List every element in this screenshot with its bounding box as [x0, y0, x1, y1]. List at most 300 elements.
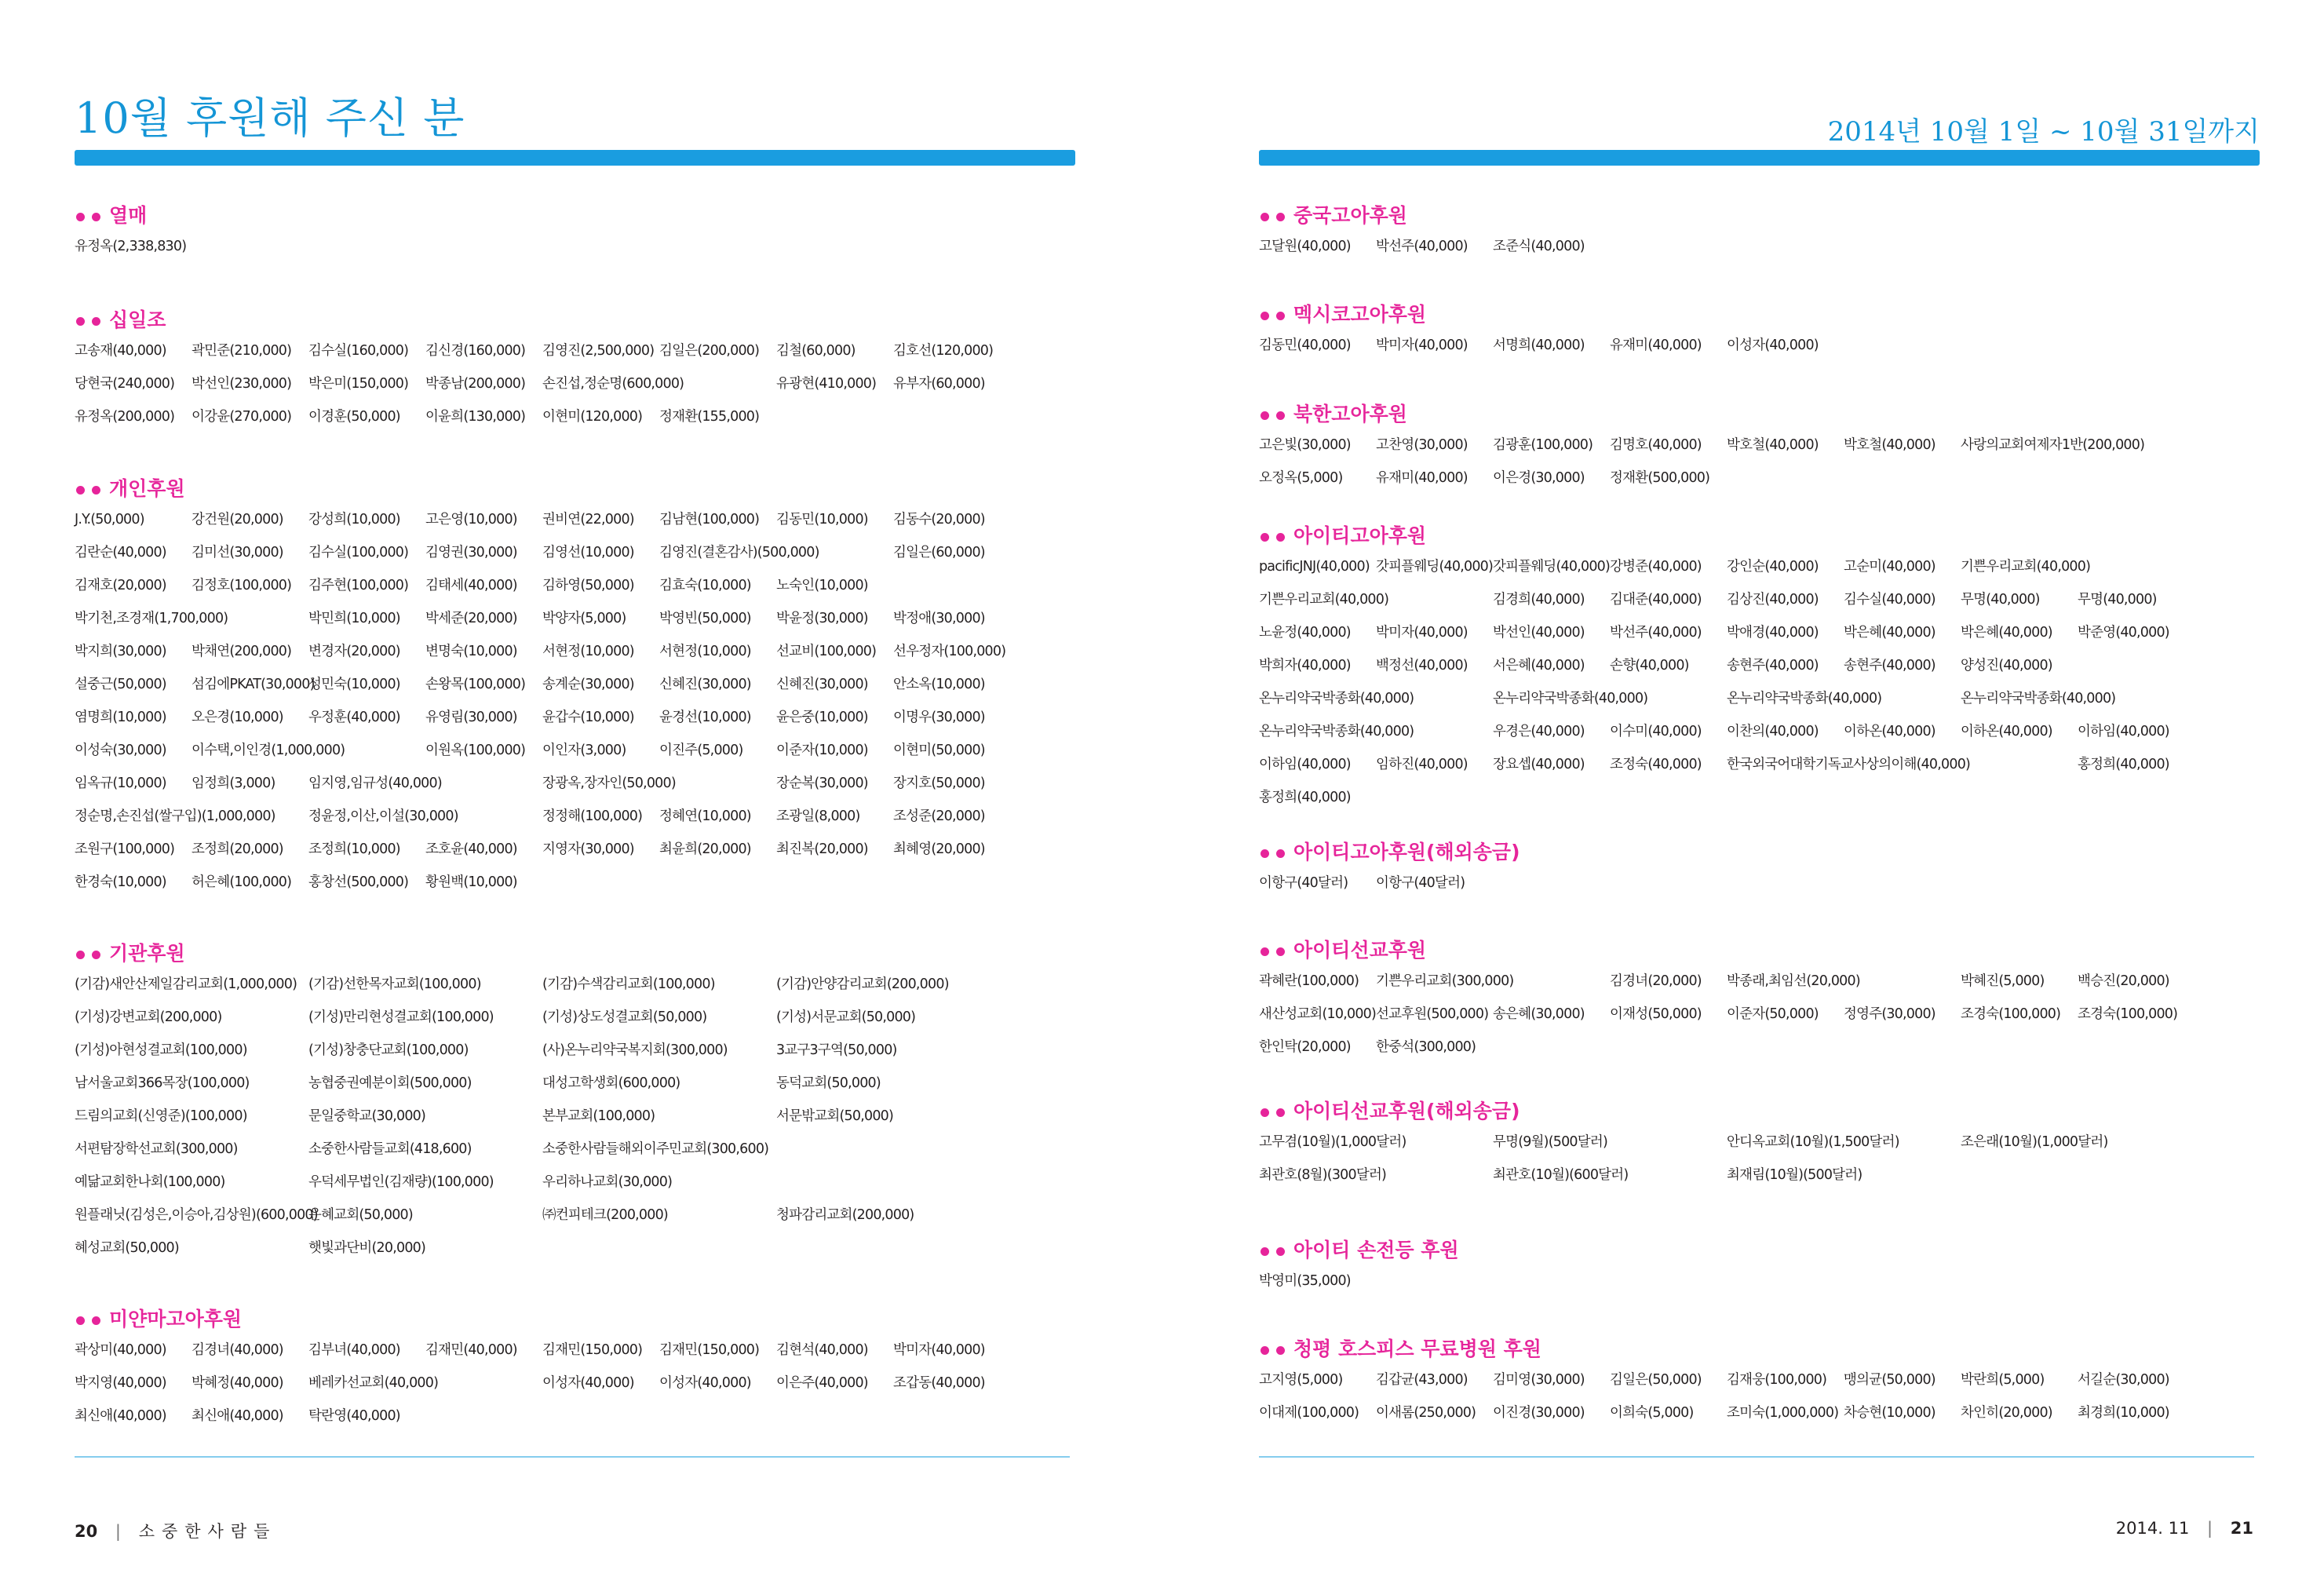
section-title: 아이티고아후원(해외송금) — [1293, 841, 1520, 863]
donor-entry: 박혜진(5,000) — [1961, 973, 2045, 989]
donor-entry: 김영선(10,000) — [542, 545, 634, 560]
donor-entry: 이수택,이인경(1,000,000) — [192, 743, 345, 758]
donor-entry: 김영진(결혼감사)(500,000) — [659, 545, 819, 560]
section-heading — [1259, 522, 2260, 550]
donor-entry: 변경자(20,000) — [308, 644, 400, 659]
donor-entry: 서문밖교회(50,000) — [776, 1108, 894, 1124]
donor-entry: 장지호(50,000) — [893, 776, 985, 791]
donor-entry: 박지영(40,000) — [75, 1375, 166, 1391]
donor-entry: 햇빛과단비(20,000) — [308, 1240, 426, 1256]
donor-entry: 장광옥,장자인(50,000) — [542, 776, 676, 791]
donor-entry: 동덕교회(50,000) — [776, 1075, 881, 1091]
donor-entry: 은혜교회(50,000) — [308, 1207, 413, 1223]
donor-row — [75, 503, 1075, 536]
bullet-dots-icon — [1259, 522, 1293, 550]
section-title: 청평 호스피스 무료병원 후원 — [1293, 1338, 1541, 1360]
donor-entry: 이하임(40,000) — [1259, 757, 1351, 772]
donor-entry: 기쁜우리교회(40,000) — [1961, 559, 2091, 575]
donor-row — [1259, 1396, 2260, 1429]
donor-entry: 강건원(20,000) — [192, 512, 283, 527]
section-heading — [1259, 1097, 2260, 1126]
donor-entry: 김경녀(40,000) — [192, 1342, 283, 1358]
section-heading — [1259, 936, 2260, 965]
donor-entry: 유재미(40,000) — [1376, 470, 1468, 486]
donor-entry: 송계순(30,000) — [542, 677, 634, 692]
donor-entry: 온누리약국박종화(40,000) — [1259, 691, 1414, 706]
donor-entry: 한경숙(10,000) — [75, 874, 166, 890]
donor-entry: 김경녀(20,000) — [1610, 973, 1702, 989]
donor-row — [1259, 1265, 2260, 1298]
donor-entry: 염명희(10,000) — [75, 710, 166, 725]
donor-entry: 김주현(100,000) — [308, 578, 409, 593]
donor-entry: 김수실(100,000) — [308, 545, 409, 560]
donor-row — [75, 334, 1075, 367]
donor-entry: 이진주(5,000) — [659, 743, 743, 758]
donor-entry: 갓피플웨딩(40,000) — [1493, 559, 1611, 575]
donor-entry: 송은혜(30,000) — [1493, 1006, 1585, 1022]
donor-entry: 김미영(30,000) — [1493, 1372, 1585, 1388]
donor-entry: 선교비(100,000) — [776, 644, 877, 659]
donor-entry: 우덕세무법인(김재량)(100,000) — [308, 1174, 494, 1190]
donor-entry: 온누리약국박종화(40,000) — [1727, 691, 1882, 706]
donor-entry: 김상진(40,000) — [1727, 592, 1819, 608]
donor-entry: 탁란영(40,000) — [308, 1408, 400, 1424]
donor-entry: 박은혜(40,000) — [1961, 625, 2052, 641]
donor-entry: 최진복(20,000) — [776, 841, 868, 857]
donor-entry: 서은혜(40,000) — [1493, 658, 1585, 673]
donor-entry: 이윤희(130,000) — [425, 409, 526, 425]
donor-row — [1259, 329, 2260, 362]
donor-row — [1259, 748, 2260, 781]
donor-entry: 김재웅(100,000) — [1727, 1372, 1827, 1388]
donor-entry: J.Y.(50,000) — [75, 512, 144, 527]
donor-entry: 대성고학생회(600,000) — [542, 1075, 680, 1091]
donor-entry: 이명우(30,000) — [893, 710, 985, 725]
donor-entry: 온누리약국박종화(40,000) — [1961, 691, 2116, 706]
donor-row — [1259, 550, 2260, 583]
donor-entry: 송현주(40,000) — [1727, 658, 1819, 673]
donor-row — [75, 701, 1075, 734]
section-title: 아이티선교후원(해외송금) — [1293, 1100, 1520, 1122]
donor-entry: 조경숙(100,000) — [2078, 1006, 2178, 1022]
donor-entry: 서현정(10,000) — [659, 644, 751, 659]
donor-row — [75, 1034, 1075, 1067]
donor-row — [1259, 583, 2260, 616]
donor-entry: 문일중학교(30,000) — [308, 1108, 426, 1124]
donor-entry: 정순명,손진섭(쌀구입)(1,000,000) — [75, 808, 275, 824]
section-title: 기관후원 — [109, 942, 185, 965]
donor-entry: 김재민(150,000) — [659, 1342, 760, 1358]
donor-entry: 박미자(40,000) — [893, 1342, 985, 1358]
bullet-dots-icon — [1259, 1097, 1293, 1126]
section-title: 아이티선교후원 — [1293, 939, 1427, 962]
donor-entry: 김영권(30,000) — [425, 545, 517, 560]
bullet-dots-icon — [75, 940, 109, 968]
issue-date: 2014. 11 — [2115, 1519, 2190, 1538]
donor-entry: 남서울교회366목장(100,000) — [75, 1075, 250, 1091]
donor-entry: 김일은(60,000) — [893, 545, 985, 560]
donor-row — [1259, 616, 2260, 649]
donor-entry: 박미자(40,000) — [1376, 625, 1468, 641]
section-heading — [75, 306, 1075, 334]
bullet-dots-icon — [75, 1305, 109, 1334]
section-title: 중국고아후원 — [1293, 204, 1407, 227]
donor-entry: 박종래,최임선(20,000) — [1727, 973, 1860, 989]
donor-entry: 이대제(100,000) — [1259, 1405, 1359, 1421]
section-title: 아이티고아후원 — [1293, 524, 1427, 547]
donor-entry: 사랑의교회여제자1반(200,000) — [1961, 437, 2145, 453]
donor-entry: 강성희(10,000) — [308, 512, 400, 527]
donor-entry: 오은경(10,000) — [192, 710, 283, 725]
donor-entry: 이준자(10,000) — [776, 743, 868, 758]
donor-row — [1259, 1031, 2260, 1064]
right-page — [1259, 0, 2260, 1595]
donor-row — [75, 536, 1075, 569]
donor-section — [75, 1305, 1075, 1433]
donor-entry: 조미숙(1,000,000) — [1727, 1405, 1839, 1421]
donor-section — [1259, 1335, 2260, 1429]
section-heading — [75, 940, 1075, 968]
donor-entry: 이인자(3,000) — [542, 743, 626, 758]
donor-entry: 이성자(40,000) — [1727, 338, 1819, 353]
donor-row — [1259, 429, 2260, 462]
donor-row — [75, 367, 1075, 400]
donor-entry: 김미선(30,000) — [192, 545, 283, 560]
donor-row — [1259, 462, 2260, 495]
section-heading — [1259, 301, 2260, 329]
donor-entry: 임하진(40,000) — [1376, 757, 1468, 772]
donor-entry: 농협중권예분이회(500,000) — [308, 1075, 472, 1091]
donor-row — [75, 1166, 1075, 1199]
donor-entry: 유정옥(200,000) — [75, 409, 175, 425]
donor-entry: 김철(60,000) — [776, 343, 856, 359]
donor-entry: 차승현(10,000) — [1844, 1405, 1935, 1421]
donor-row — [75, 230, 1075, 263]
donor-row — [1259, 649, 2260, 682]
donor-entry: 김경희(40,000) — [1493, 592, 1585, 608]
donor-entry: 김광훈(100,000) — [1493, 437, 1593, 453]
donor-row — [75, 1400, 1075, 1433]
donor-entry: 기쁜우리교회(40,000) — [1259, 592, 1389, 608]
donor-entry: 김호선(120,000) — [893, 343, 994, 359]
donor-entry: 박호철(40,000) — [1727, 437, 1819, 453]
donor-entry: 박양자(5,000) — [542, 611, 626, 626]
donor-entry: (기성)만리현성결교회(100,000) — [308, 1009, 494, 1025]
donor-section — [1259, 202, 2260, 263]
donor-entry: 양성진(40,000) — [1961, 658, 2052, 673]
donor-entry: pacificJNJ(40,000) — [1259, 559, 1370, 575]
donor-entry: 박영미(35,000) — [1259, 1273, 1351, 1289]
section-title: 십일조 — [109, 308, 166, 331]
donor-entry: 박세준(20,000) — [425, 611, 517, 626]
page-footer — [2116, 1519, 2253, 1538]
donor-entry: 장요셉(40,000) — [1493, 757, 1585, 772]
donor-entry: 백승진(20,000) — [2078, 973, 2169, 989]
donor-section — [1259, 936, 2260, 1064]
donor-entry: 갓피플웨딩(40,000) — [1376, 559, 1494, 575]
donor-entry: 서현정(10,000) — [542, 644, 634, 659]
bullet-dots-icon — [1259, 202, 1293, 230]
donor-entry: 차인히(20,000) — [1961, 1405, 2052, 1421]
donor-entry: 박은미(150,000) — [308, 376, 409, 392]
donor-entry: 조호윤(40,000) — [425, 841, 517, 857]
donor-entry: 김재민(150,000) — [542, 1342, 643, 1358]
donor-entry: 섬김에PKAT(30,000) — [192, 677, 315, 692]
donor-entry: 무명(9월)(500달러) — [1493, 1134, 1607, 1150]
bullet-dots-icon — [75, 306, 109, 334]
title-bar — [75, 150, 1075, 166]
donor-entry: 선우정자(100,000) — [893, 644, 1006, 659]
donor-entry: 곽혜란(100,000) — [1259, 973, 1359, 989]
donor-entry: 본부교회(100,000) — [542, 1108, 655, 1124]
donor-entry: 강병준(40,000) — [1610, 559, 1702, 575]
donor-entry: 한국외국어대학기독교사상의이해(40,000) — [1727, 757, 1971, 772]
page-number: 21 — [2230, 1519, 2253, 1538]
donor-entry: (기성)강변교회(200,000) — [75, 1009, 222, 1025]
donor-entry: 김동민(40,000) — [1259, 338, 1351, 353]
donor-entry: 이항구(40달러) — [1259, 875, 1348, 891]
donor-entry: 이성숙(30,000) — [75, 743, 166, 758]
donor-entry: 이하온(40,000) — [1961, 724, 2052, 739]
donor-entry: 유정옥(2,338,830) — [75, 239, 187, 254]
section-heading — [75, 1305, 1075, 1334]
donor-entry: 예닮교회한나회(100,000) — [75, 1174, 225, 1190]
donor-entry: 박윤정(30,000) — [776, 611, 868, 626]
donor-row — [1259, 1126, 2260, 1159]
section-title: 아이티 손전등 후원 — [1293, 1239, 1459, 1261]
donor-entry: 정혜연(10,000) — [659, 808, 751, 824]
donor-entry: 온누리약국박종화(40,000) — [1493, 691, 1648, 706]
donor-section — [1259, 838, 2260, 900]
donor-section — [1259, 1097, 2260, 1192]
donor-entry: 이경훈(50,000) — [308, 409, 400, 425]
donor-entry: 3교구3구역(50,000) — [776, 1042, 897, 1058]
donor-entry: 김신경(160,000) — [425, 343, 526, 359]
donor-row — [75, 1232, 1075, 1265]
donor-entry: 박지희(30,000) — [75, 644, 166, 659]
section-title: 개인후원 — [109, 477, 185, 500]
donor-entry: 이현미(50,000) — [893, 743, 985, 758]
donor-entry: 최윤희(20,000) — [659, 841, 751, 857]
donor-entry: 곽상미(40,000) — [75, 1342, 166, 1358]
donor-entry: 이성자(40,000) — [659, 1375, 751, 1391]
donor-entry: 노윤정(40,000) — [1259, 625, 1351, 641]
bullet-dots-icon — [1259, 1335, 1293, 1363]
donor-entry: 변명숙(10,000) — [425, 644, 517, 659]
donor-entry: 김일은(200,000) — [659, 343, 760, 359]
donor-entry: 이재성(50,000) — [1610, 1006, 1702, 1022]
donor-entry: (기성)서문교회(50,000) — [776, 1009, 916, 1025]
donor-entry: 김갑균(43,000) — [1376, 1372, 1468, 1388]
donor-entry: (기성)아현성결교회(100,000) — [75, 1042, 247, 1058]
donor-entry: 이원옥(100,000) — [425, 743, 526, 758]
donor-entry: 박혜정(40,000) — [192, 1375, 283, 1391]
donor-entry: 정재환(500,000) — [1610, 470, 1710, 486]
donor-entry: 이은경(30,000) — [1493, 470, 1585, 486]
donor-entry: 김수실(160,000) — [308, 343, 409, 359]
donor-entry: 이찬의(40,000) — [1727, 724, 1819, 739]
donor-entry: 설중근(50,000) — [75, 677, 166, 692]
donor-entry: 원플래닛(김성은,이승아,김상원)(600,000) — [75, 1207, 318, 1223]
donor-section — [1259, 1236, 2260, 1298]
donor-row — [75, 1133, 1075, 1166]
magazine-name: 소중한사람들 — [138, 1522, 277, 1541]
donor-entry: 김현석(40,000) — [776, 1342, 868, 1358]
donor-entry: 고은영(10,000) — [425, 512, 517, 527]
donor-section — [1259, 301, 2260, 362]
donor-entry: 김재민(40,000) — [425, 1342, 517, 1358]
donor-entry: 정윤정,이산,이설(30,000) — [308, 808, 458, 824]
donor-entry: 박준영(40,000) — [2078, 625, 2169, 641]
donor-entry: 최신애(40,000) — [192, 1408, 283, 1424]
donor-entry: 무명(40,000) — [1961, 592, 2040, 608]
donor-entry: 최경희(10,000) — [2078, 1405, 2169, 1421]
donor-row — [75, 1334, 1075, 1367]
donor-entry: 이새롬(250,000) — [1376, 1405, 1476, 1421]
section-title: 미얀마고아후원 — [109, 1308, 243, 1330]
section-title: 북한고아후원 — [1293, 403, 1407, 425]
donor-entry: 지영자(30,000) — [542, 841, 634, 857]
donor-entry: (기성)상도성결교회(50,000) — [542, 1009, 707, 1025]
donor-entry: 조은래(10월)(1,000달러) — [1961, 1134, 2108, 1150]
donor-entry: 청파감리교회(200,000) — [776, 1207, 914, 1223]
donor-entry: 윤경선(10,000) — [659, 710, 751, 725]
donor-entry: 유광현(410,000) — [776, 376, 877, 392]
donor-entry: 서편탐장학선교회(300,000) — [75, 1141, 238, 1157]
donor-entry: 고지영(5,000) — [1259, 1372, 1343, 1388]
donor-section — [75, 202, 1075, 263]
donor-entry: 박미자(40,000) — [1376, 338, 1468, 353]
donor-entry: 박영빈(50,000) — [659, 611, 751, 626]
donor-section — [1259, 522, 2260, 814]
donor-entry: 정영주(30,000) — [1844, 1006, 1935, 1022]
page-title: 10월 후원해 주신 분 — [75, 93, 465, 143]
donor-row — [1259, 965, 2260, 998]
donor-entry: 김영진(2,500,000) — [542, 343, 655, 359]
donor-entry: 고은빛(30,000) — [1259, 437, 1351, 453]
donor-entry: 조원구(100,000) — [75, 841, 175, 857]
section-heading — [75, 475, 1075, 503]
donor-entry: 맹의균(50,000) — [1844, 1372, 1935, 1388]
footer-divider: | — [2207, 1519, 2213, 1538]
donor-entry: 홍창선(500,000) — [308, 874, 409, 890]
donor-row — [75, 400, 1075, 433]
donor-entry: 박기천,조경재(1,700,000) — [75, 611, 228, 626]
donor-row — [75, 767, 1075, 800]
donor-entry: 박선주(40,000) — [1376, 239, 1468, 254]
donor-entry: 온누리약국박종화(40,000) — [1259, 724, 1414, 739]
section-heading — [75, 202, 1075, 230]
bullet-dots-icon — [75, 202, 109, 230]
donor-entry: 조성준(20,000) — [893, 808, 985, 824]
donor-entry: 안디옥교회(10월)(1,500달러) — [1727, 1134, 1899, 1150]
donor-entry: 최신애(40,000) — [75, 1408, 166, 1424]
donor-row — [75, 1001, 1075, 1034]
donor-entry: 백정선(40,000) — [1376, 658, 1468, 673]
donor-entry: 손왕목(100,000) — [425, 677, 526, 692]
donor-entry: 유부자(60,000) — [893, 376, 985, 392]
donor-row — [75, 1067, 1075, 1100]
title-bar — [1259, 150, 2260, 166]
donor-section — [1259, 400, 2260, 495]
donor-row — [75, 635, 1075, 668]
donor-entry: 이수미(40,000) — [1610, 724, 1702, 739]
donor-entry: 유재미(40,000) — [1610, 338, 1702, 353]
donor-entry: 김동민(10,000) — [776, 512, 868, 527]
donor-entry: 고찬영(30,000) — [1376, 437, 1468, 453]
donor-entry: 김일은(50,000) — [1610, 1372, 1702, 1388]
section-heading — [1259, 202, 2260, 230]
donor-entry: 박희자(40,000) — [1259, 658, 1351, 673]
donor-entry: 무명(40,000) — [2078, 592, 2157, 608]
donor-entry: 김동수(20,000) — [893, 512, 985, 527]
donor-entry: 소중한사람들교회(418,600) — [308, 1141, 472, 1157]
page-footer — [75, 1519, 276, 1542]
donor-entry: (기감)수색감리교회(100,000) — [542, 976, 715, 992]
donor-entry: 조준식(40,000) — [1493, 239, 1585, 254]
donor-entry: 김정호(100,000) — [192, 578, 292, 593]
donor-entry: 이준자(50,000) — [1727, 1006, 1819, 1022]
donor-entry: 노숙인(10,000) — [776, 578, 868, 593]
donor-entry: 임옥규(10,000) — [75, 776, 166, 791]
donor-entry: (기감)새안산제일감리교회(1,000,000) — [75, 976, 297, 992]
donor-row — [75, 1367, 1075, 1400]
donor-section — [75, 940, 1075, 1265]
section-title: 열매 — [109, 204, 148, 227]
donor-entry: 김부녀(40,000) — [308, 1342, 400, 1358]
donor-row — [1259, 715, 2260, 748]
donor-entry: 이성자(40,000) — [542, 1375, 634, 1391]
donor-entry: (기성)창충단교회(100,000) — [308, 1042, 469, 1058]
donor-entry: 혜성교회(50,000) — [75, 1240, 179, 1256]
donor-entry: 한중석(300,000) — [1376, 1039, 1476, 1055]
donor-entry: (기감)선한목자교회(100,000) — [308, 976, 481, 992]
donor-entry: 유영림(30,000) — [425, 710, 517, 725]
bottom-rule — [1259, 1456, 2254, 1458]
donor-entry: 윤갑수(10,000) — [542, 710, 634, 725]
section-heading — [1259, 838, 2260, 867]
donor-entry: 이하온(40,000) — [1844, 724, 1935, 739]
donor-section — [75, 306, 1075, 433]
donor-row — [75, 800, 1075, 833]
donor-entry: 고송재(40,000) — [75, 343, 166, 359]
date-range: 2014년 10월 1일 ~ 10월 31일까지 — [1827, 116, 2260, 148]
donor-entry: 고달원(40,000) — [1259, 239, 1351, 254]
donor-entry: 최재림(10월)(500달러) — [1727, 1167, 1862, 1183]
donor-entry: 한인탁(20,000) — [1259, 1039, 1351, 1055]
donor-row — [1259, 230, 2260, 263]
donor-entry: 강인순(40,000) — [1727, 559, 1819, 575]
donor-entry: 베레카선교회(40,000) — [308, 1375, 439, 1391]
donor-entry: 임정희(3,000) — [192, 776, 275, 791]
donor-entry: 허은혜(100,000) — [192, 874, 292, 890]
donor-row — [1259, 998, 2260, 1031]
donor-entry: 박민희(10,000) — [308, 611, 400, 626]
donor-entry: 박은혜(40,000) — [1844, 625, 1935, 641]
donor-entry: 이현미(120,000) — [542, 409, 643, 425]
donor-entry: 소중한사람들해외이주민교회(300,600) — [542, 1141, 769, 1157]
donor-entry: 박종남(200,000) — [425, 376, 526, 392]
donor-entry: 김수실(40,000) — [1844, 592, 1935, 608]
donor-entry: 김하영(50,000) — [542, 578, 634, 593]
donor-entry: 손진섭,정순명(600,000) — [542, 376, 684, 392]
donor-entry: 박정애(30,000) — [893, 611, 985, 626]
donor-entry: 안소옥(10,000) — [893, 677, 985, 692]
donor-entry: 정정해(100,000) — [542, 808, 643, 824]
donor-entry: (사)온누리약국복지회(300,000) — [542, 1042, 728, 1058]
donor-entry: 정재환(155,000) — [659, 409, 760, 425]
donor-entry: 조갑동(40,000) — [893, 1375, 985, 1391]
